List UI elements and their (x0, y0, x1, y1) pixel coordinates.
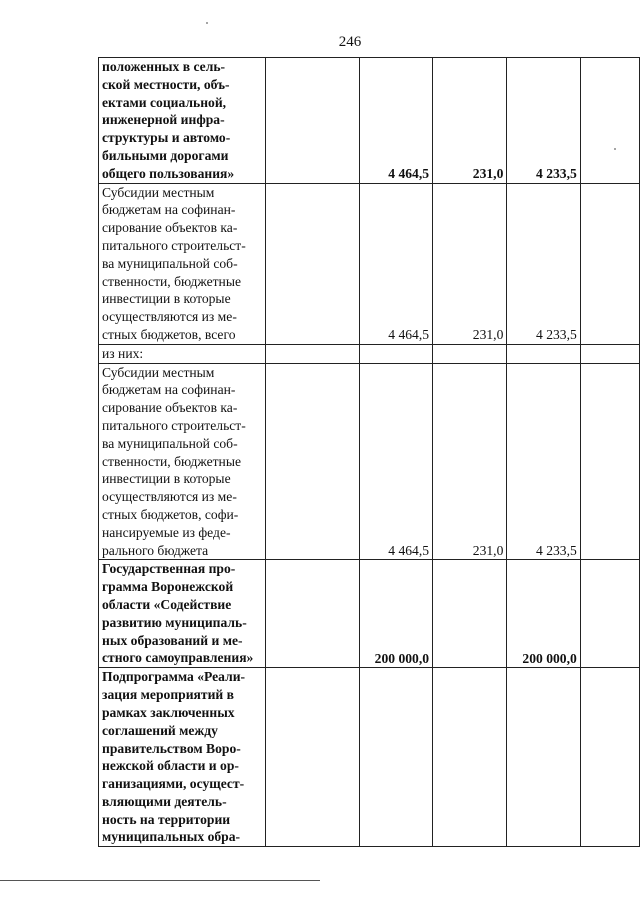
value-cell-a (433, 668, 507, 847)
total-cell (359, 668, 432, 847)
empty-cell (265, 560, 359, 668)
total-cell (359, 344, 432, 363)
empty-cell (580, 363, 639, 560)
empty-cell (580, 58, 639, 184)
value-cell-b (507, 668, 580, 847)
value-cell-b: 4 233,5 (507, 183, 580, 344)
empty-cell (265, 668, 359, 847)
value-cell-a: 231,0 (433, 183, 507, 344)
table-row (99, 58, 640, 184)
scan-speck (614, 148, 616, 150)
value-cell-b: 200 000,0 (507, 560, 580, 668)
value-cell-b: 4 233,5 (507, 363, 580, 560)
empty-cell (265, 58, 359, 184)
empty-cell (580, 344, 639, 363)
budget-table (98, 57, 640, 847)
table-row (99, 363, 640, 560)
table-row (99, 183, 640, 344)
value-cell-a: 231,0 (433, 58, 507, 184)
value-cell-b (507, 344, 580, 363)
empty-cell (580, 560, 639, 668)
total-cell: 4 464,5 (359, 363, 432, 560)
table-row (99, 668, 640, 847)
value-cell-a: 231,0 (433, 363, 507, 560)
empty-cell (265, 344, 359, 363)
value-cell-a (433, 560, 507, 668)
row-name-cell: Субсидии местным бюджетам на софинан- сирование объектов ка- питального строительст- ва муниципальной соб- ственности, бюджетные инвестиции в которые осуществляются из ме- стных бюджетов, всего (99, 183, 266, 344)
row-name-cell: Подпрограмма «Реали- зация мероприятий в рамках заключенных соглашений между правительством Воро- нежской области и ор- ганизациями, осущест- вляющими деятель- ность на территории муниципальных обра- (99, 668, 266, 847)
row-name-cell: Государственная про- грамма Воронежской области «Содействие развитию муниципаль- ных образований и ме- стного самоуправления» (99, 560, 266, 668)
empty-cell (265, 183, 359, 344)
total-cell: 4 464,5 (359, 183, 432, 344)
empty-cell (265, 363, 359, 560)
bottom-rule (0, 880, 320, 881)
empty-cell (580, 183, 639, 344)
row-name-cell: из них: (99, 344, 266, 363)
page-number: 246 (338, 34, 362, 50)
value-cell-a (433, 344, 507, 363)
row-name-cell: Субсидии местным бюджетам на софинан- сирование объектов ка- питального строительст- ва муниципальной соб- ственности, бюджетные инвестиции в которые осуществляются из ме- стных бюджетов, софи- нансируемые из феде- рального бюджета (99, 363, 266, 560)
value-cell-b: 4 233,5 (507, 58, 580, 184)
row-name-cell: положенных в сель- ской местности, объ- ектами социальной, инженерной инфра- структуры и автомо- бильными дорогами общего пользования» (99, 58, 266, 184)
empty-cell (580, 668, 639, 847)
total-cell: 200 000,0 (359, 560, 432, 668)
total-cell: 4 464,5 (359, 58, 432, 184)
table-row (99, 560, 640, 668)
table-row (99, 344, 640, 363)
scan-speck (206, 22, 208, 24)
